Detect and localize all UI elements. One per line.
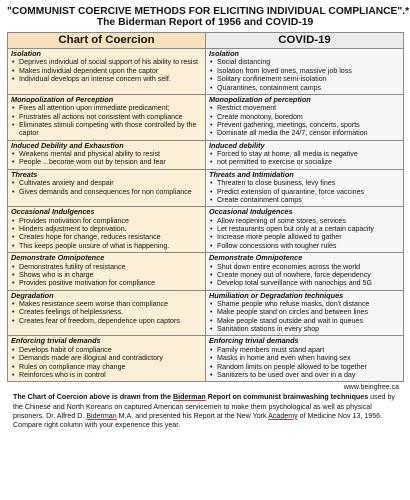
- right-cell: [206, 49, 404, 95]
- bullet-list: [209, 179, 400, 204]
- section-heading: Monopolization of perception: [209, 94, 311, 104]
- subtitle-main: The Biderman Report of 1956 and: [96, 17, 266, 29]
- left-cell: [8, 49, 206, 95]
- list-item: • Individual develops an intense concern with self.: [19, 75, 202, 83]
- list-item: • People ...become worn out by tension and fear: [19, 158, 202, 166]
- list-item: • Shame people who refuse masks, don't distance: [217, 300, 400, 308]
- list-item: • Hinders adjustment to deprivation.: [19, 225, 202, 233]
- list-item: • Makes individual dependent upon the captor: [19, 67, 202, 75]
- bullet-list: [209, 346, 400, 379]
- table-row: [8, 169, 404, 206]
- coercion-comparison-table: [7, 32, 404, 382]
- list-item: • Allow reopening of some stores, services: [217, 217, 400, 225]
- right-cell: [206, 94, 404, 140]
- website-link[interactable]: www.beingfree.ca: [343, 384, 399, 392]
- section-heading: Humiliation or Degradation techniques: [209, 290, 344, 300]
- list-item: • Creates hope for change, reduces resistance: [19, 233, 202, 241]
- left-cell: [8, 253, 206, 290]
- list-item: • Solitary confinement semi-isolation: [217, 75, 400, 83]
- right-cell: [206, 336, 404, 382]
- list-item: • Create containment camps: [217, 196, 400, 204]
- list-item: • Create monotony, boredom: [217, 113, 400, 121]
- right-cell: [206, 140, 404, 169]
- left-cell: [8, 290, 206, 336]
- list-item: • Follow concessions with tougher rules: [217, 242, 400, 250]
- list-item: • Creates fear of freedom, dependence upon captors: [19, 317, 202, 325]
- section-heading: Occasional Indulgences: [209, 207, 293, 217]
- subtitle-covid: COVID-19: [265, 17, 314, 29]
- left-cell: [8, 169, 206, 206]
- section-heading: Occasional Indulgences: [11, 207, 95, 217]
- title-block: [7, 6, 410, 29]
- list-item: • Quarantines, containment camps: [217, 84, 400, 92]
- list-item: • Create money out of nowhere, force dependency: [217, 271, 400, 279]
- subtitle: [7, 17, 403, 29]
- table-row: [8, 207, 404, 253]
- section-heading: Demonstrate Omnipotence: [11, 253, 105, 263]
- bullet-list: [11, 150, 202, 167]
- list-item: • Sanitation stations in every shop: [217, 325, 400, 333]
- section-heading: Isolation: [11, 49, 41, 59]
- list-item: • Rules on compliance may change: [19, 363, 202, 371]
- list-item: • Frustrates all actions not consistent with compliance: [19, 113, 202, 121]
- bullet-list: [209, 104, 400, 137]
- bullet-list: [11, 300, 202, 325]
- section-heading: Enforcing trivial demands: [209, 336, 299, 346]
- left-cell: [8, 94, 206, 140]
- section-heading: Enforcing trivial demands: [11, 336, 101, 346]
- list-item: • Prevent gathering, meetings, concerts, sports: [217, 121, 400, 129]
- list-item: • Family members must stand apart: [217, 346, 400, 354]
- list-item: • Develops habit of compliance: [19, 346, 202, 354]
- bullet-list: [11, 217, 202, 250]
- list-item: • Demonstrates futility of resistance: [19, 263, 202, 271]
- list-item: • Shut down entire economies across the world: [217, 263, 400, 271]
- footnote-biderman: Biderman: [173, 393, 206, 402]
- list-item: • Provides positive motivation for compliance: [19, 279, 202, 287]
- list-item: • Creates feelings of helplessness.: [19, 308, 202, 316]
- section-heading: Degradation: [11, 290, 54, 300]
- list-item: • Develop total surveillance with nanochips and 5G: [217, 279, 400, 287]
- table-row: [8, 94, 404, 140]
- footnote-part-3: used by the Chinese and North Koreans on captured American servicemen to make them psychological as well as physical prisoners. Dr. Alfred D.: [13, 393, 395, 420]
- list-item: • Make people stand on circles and between lines: [217, 308, 400, 316]
- bullet-list: [209, 217, 400, 250]
- bullet-list: [11, 263, 202, 288]
- section-heading: Induced debility: [209, 140, 265, 150]
- footnote-part-5: of Medicine Nov 13, 1956. Compare right column with your experience this year.: [13, 411, 383, 430]
- table-body: [8, 49, 404, 382]
- section-heading: Monopolization of Perception: [11, 94, 114, 104]
- list-item: • Dominate all media the 24/7, censor information: [217, 129, 400, 137]
- left-cell: [8, 207, 206, 253]
- left-cell: [8, 140, 206, 169]
- list-item: • Shows who is in charge: [19, 271, 202, 279]
- bullet-list: [11, 104, 202, 137]
- table-header-row: [8, 33, 404, 49]
- table-row: [8, 49, 404, 95]
- list-item: • Make people stand outside and wait in queues: [217, 317, 400, 325]
- list-item: • Reinforces who is in control: [19, 371, 202, 379]
- section-heading: Demonstrate Omnipotence: [209, 253, 303, 263]
- list-item: • Social distancing: [217, 58, 400, 66]
- section-heading: Induced Debility and Exhaustion: [11, 140, 124, 150]
- footnote-part-4: M.A. and presented his Report at the New York: [116, 411, 269, 420]
- list-item: • Predict extension of quarantine, force vaccines: [217, 188, 400, 196]
- footnote-biderman-2: Biderman: [86, 411, 117, 420]
- section-heading: Threats: [11, 169, 38, 179]
- list-item: • not permitted to exercise or socialize: [217, 158, 400, 166]
- right-cell: [206, 290, 404, 336]
- list-item: • Random limits on people allowed to be together: [217, 363, 400, 371]
- list-item: • Let restaurants open but only at a certain capacity: [217, 225, 400, 233]
- list-item: • Makes resistance seem worse than compliance: [19, 300, 202, 308]
- list-item: • Increase more people allowed to gather: [217, 233, 400, 241]
- section-heading: Isolation: [209, 49, 239, 59]
- list-item: • Fixes all attention upon immediate predicament;: [19, 104, 202, 112]
- list-item: • Demands made are illogical and contradictory: [19, 354, 202, 362]
- right-cell: [206, 253, 404, 290]
- table-row: [8, 253, 404, 290]
- list-item: • Provides motivation for compliance: [19, 217, 202, 225]
- list-item: • Weakens mental and physical ability to resist: [19, 150, 202, 158]
- table-row: [8, 336, 404, 382]
- right-cell: [206, 169, 404, 206]
- bullet-list: [11, 179, 202, 196]
- list-item: • Cultivates anxiety and despair: [19, 179, 202, 187]
- bullet-list: [209, 300, 400, 333]
- bullet-list: [11, 346, 202, 379]
- bullet-list: [209, 58, 400, 91]
- list-item: • Gives demands and consequences for non compliance: [19, 188, 202, 196]
- right-column-header: COVID-19: [206, 33, 404, 49]
- list-item: • Deprives individual of social support of his ability to resist: [19, 58, 202, 66]
- list-item: • Eliminates stimuli competing with those controlled by the captor: [19, 121, 202, 138]
- table-row: [8, 290, 404, 336]
- list-item: • Masks in home and even when having sex: [217, 354, 400, 362]
- table-row: [8, 140, 404, 169]
- footnote-part-2: Report on communist brainwashing techniques: [205, 393, 369, 402]
- list-item: • This keeps people unsure of what is happening.: [19, 242, 202, 250]
- left-cell: [8, 336, 206, 382]
- left-column-header: Chart of Coercion: [8, 33, 206, 49]
- list-item: • Sanitizers to be used over and over in a day: [217, 371, 400, 379]
- section-heading: Threats and Intimidation: [209, 169, 294, 179]
- list-item: • Threaten to close business, levy fines: [217, 179, 400, 187]
- footnote-academy: Academy: [268, 411, 298, 420]
- main-title: "COMMUNIST COERCIVE METHODS FOR ELICITING INDIVIDUAL COMPLIANCE".*: [7, 6, 410, 17]
- bullet-list: [209, 263, 400, 288]
- bullet-list: [11, 58, 202, 83]
- right-cell: [206, 207, 404, 253]
- bullet-list: [209, 150, 400, 167]
- list-item: • Restrict movement: [217, 104, 400, 112]
- list-item: • Forced to stay at home, all media is negative: [217, 150, 400, 158]
- footnote: [7, 391, 403, 430]
- list-item: • Isolation from loved ones, massive job loss: [217, 67, 400, 75]
- footnote-part-1: The Chart of Coercion above is drawn from the: [13, 393, 174, 402]
